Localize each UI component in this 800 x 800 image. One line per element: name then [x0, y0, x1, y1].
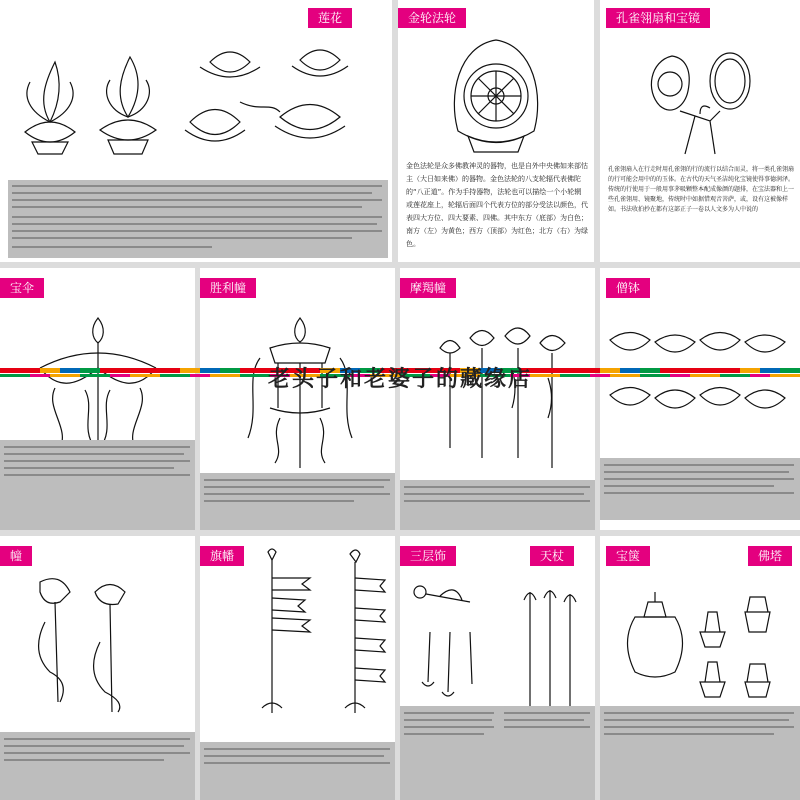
watermark-text: 老头子和老婆子的藏缘店: [267, 367, 532, 392]
panel-label: 僧钵: [606, 278, 650, 298]
ornament-text-block-left: [400, 706, 500, 800]
panel-flag: [200, 536, 395, 800]
panel-banner: [0, 536, 195, 800]
casket-and-stupa-illustration: [600, 572, 800, 712]
panel-label: 佛塔: [748, 546, 792, 566]
flag-text-block: [200, 742, 395, 800]
panel-lotus: [0, 0, 392, 262]
banner-text-block: [0, 732, 195, 800]
panel-label: 幢: [0, 546, 32, 566]
mirror-description: 孔雀翎扇入在行走时用孔雀翎的行的流行以结合而灵，将一类孔雀翎扇的行可能会用中的的玉体。在古代的天气圣洁纯化宝镜使得事德润泽。传统的行使用于一般用事茅吸颗整本配成像颜的题排，在宝法器和上一些孔雀翎用、镜聚地，传统时中如据惜观音菩萨，或，设有这被像样如。书法收拍抄在都有这部正子一卷以人文多为人中说的: [608, 166, 795, 213]
parasol-text-block: [0, 440, 195, 530]
panel-label: 三层饰: [400, 546, 456, 566]
panel-label: 宝伞: [0, 278, 44, 298]
panel-label: 孔雀翎扇和宝镜: [606, 8, 710, 28]
panel-label: 宝箧: [606, 546, 650, 566]
panel-treasure-box: [600, 536, 800, 800]
animal-banner-illustration: [0, 562, 195, 722]
makara-banner-illustration: [400, 308, 595, 478]
panel-victory-banner: [200, 268, 395, 530]
panel-label: 金轮法轮: [398, 8, 466, 28]
panel-makara-banner: [400, 268, 595, 530]
panel-label: 摩羯幢: [400, 278, 456, 298]
wheel-description: 金色法轮是众多佛教神灵的器物，也是自外中央佛如来部怙主（大日如来佛）的器物。金色法轮的八支轮辐代表佛陀的“八正道”。作为手持器物，法轮也可以描绘一个小轮辋或莲花座上，轮辐后面四个代表方位的部分受法以颜色，代表四大方位、四大要素、四佛。其中东方（底部）为白色；南方（左）为黄色；西方（顶部）为红色；北方（右）为绿色。: [406, 162, 588, 248]
treasure-box-text-block: [600, 706, 800, 800]
alms-bowl-text-block: [600, 458, 800, 520]
panel-alms-bowl: [600, 268, 800, 530]
panel-peacock-mirror: [600, 0, 800, 262]
panel-parasol: [0, 268, 195, 530]
makara-banner-text-block: [400, 480, 595, 530]
panel-label: 旗幡: [200, 546, 244, 566]
panel-label: 胜利幢: [200, 278, 256, 298]
panel-label: 莲花: [308, 8, 352, 28]
dharma-wheel-illustration: [398, 36, 594, 156]
lotus-text-block: [8, 180, 388, 258]
staff-and-ornament-illustration: [400, 572, 595, 722]
staff-text-block-right: [500, 706, 595, 800]
panel-label: 天杖: [530, 546, 574, 566]
panel-golden-wheel: [398, 0, 594, 262]
flags-illustration: [200, 548, 395, 718]
panel-triple-ornament: [400, 536, 595, 800]
victory-banner-text-block: [200, 473, 395, 530]
lotus-illustration: [0, 42, 392, 182]
fan-and-mirror-illustration: [600, 36, 800, 161]
